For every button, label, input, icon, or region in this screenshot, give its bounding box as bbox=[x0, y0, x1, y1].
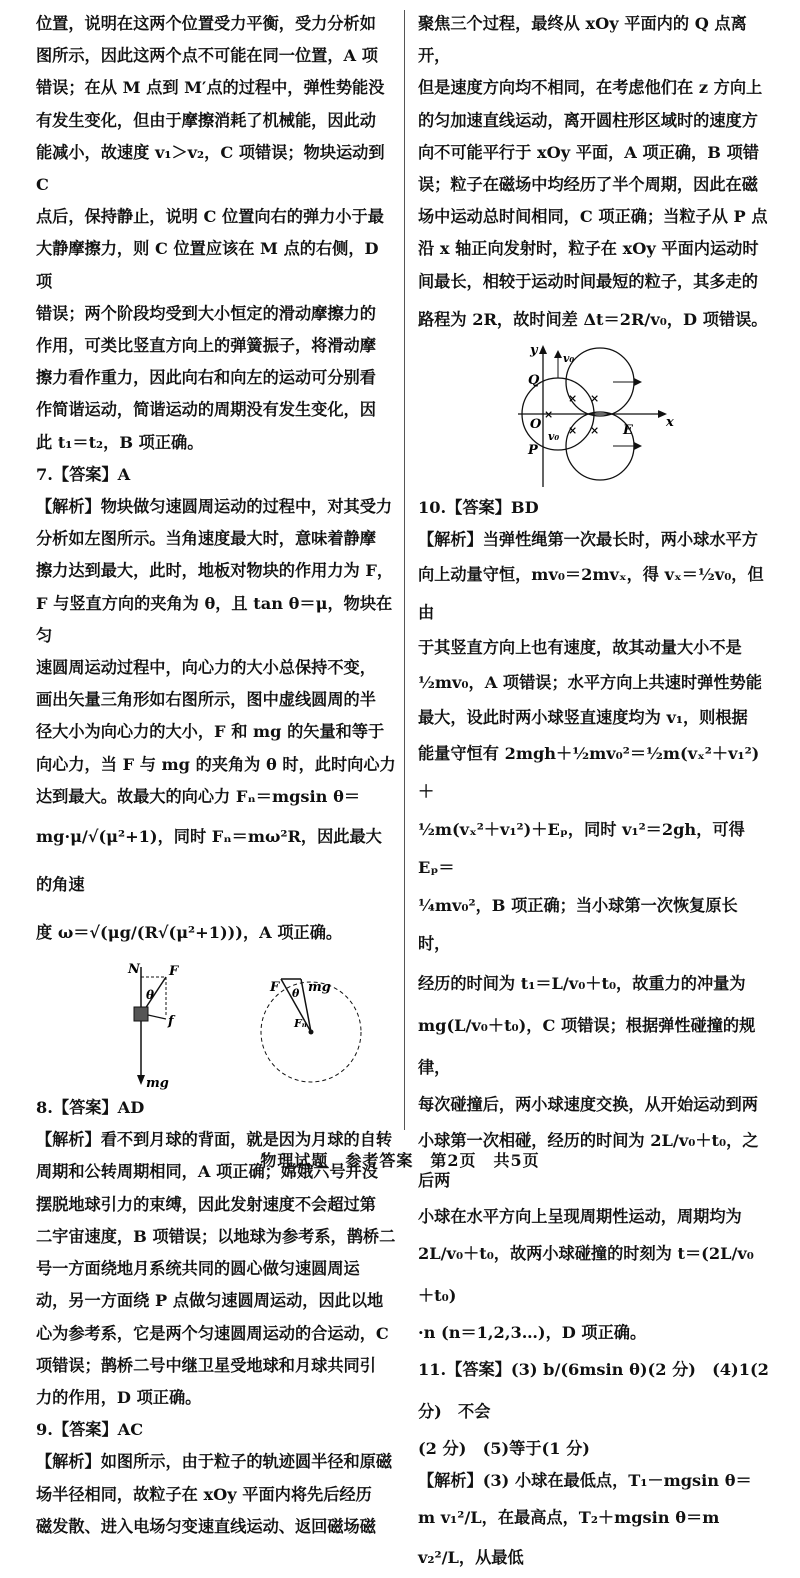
text-line: (2 分) (5)等于(1 分) bbox=[418, 1439, 590, 1459]
text-line: 【解析】(3) 小球在最低点，T₁－mgsin θ＝ bbox=[418, 1471, 752, 1491]
cross-mark: × bbox=[568, 391, 578, 405]
label-theta: θ bbox=[146, 988, 155, 1003]
q7-section bbox=[36, 459, 398, 1092]
text-line: 点后，保持静止，说明 C 位置向右的弹力小于最 bbox=[36, 207, 384, 227]
text-line: 【解析】物块做匀速圆周运动的过程中，对其受力 bbox=[36, 497, 393, 517]
page-footer: 物理试题 参考答案 第2页 共5页 bbox=[260, 1151, 540, 1170]
text-line: 此 t₁＝t₂，B 项正确。 bbox=[36, 432, 204, 452]
label-y: y bbox=[530, 342, 538, 358]
text-line: 有发生变化，但由于摩擦消耗了机械能，因此动 bbox=[36, 110, 376, 130]
column-divider bbox=[404, 10, 405, 1130]
text-line: 径大小为向心力的大小，F 和 mg 的矢量和等于 bbox=[36, 722, 385, 742]
right-column bbox=[418, 8, 775, 1578]
label-P: P bbox=[528, 442, 538, 458]
text-line: 场半径相同，故粒子在 xOy 平面内将先后经历 bbox=[36, 1484, 372, 1504]
q11-answer-heading: 11.【答案】(3) b/(6msin θ)(2 分) (4)1(2 分) 不会 bbox=[418, 1360, 775, 1422]
formula-line: 度 ω＝√(μg/(R√(μ²+1)))，A 项正确。 bbox=[36, 923, 343, 943]
text-line: 擦力看作重力，因此向右和向左的运动可分别看 bbox=[36, 368, 376, 388]
text-line: 摆脱地球引力的束缚，因此发射速度不会超过第 bbox=[36, 1194, 376, 1214]
text-line: 错误；在从 M 点到 M′点的过程中，弹性势能没 bbox=[36, 78, 385, 98]
q9-magnetic-field-diagram bbox=[418, 342, 770, 492]
text-line: F 与竖直方向的夹角为 θ，且 tan θ＝μ，物块在匀 bbox=[36, 593, 393, 645]
q7-force-diagrams bbox=[36, 957, 398, 1092]
text-line: 2L/v₀＋t₀，故两小球碰撞的时刻为 t＝(2L/v₀＋t₀) bbox=[418, 1244, 754, 1306]
label-Fn: Fₙ bbox=[294, 1017, 307, 1031]
label-E: E bbox=[623, 422, 633, 438]
q8-section bbox=[36, 1092, 398, 1414]
text-line: 向不可能平行于 xOy 平面，A 项正确，B 项错 bbox=[418, 142, 759, 162]
label-mg: mg bbox=[146, 1076, 169, 1092]
text-line: 每次碰撞后，两小球速度交换，从开始运动到两 bbox=[418, 1094, 758, 1114]
text-line: 的匀加速直线运动，离开圆柱形区域时的速度方 bbox=[418, 110, 758, 130]
text-line: 力的作用，D 项正确。 bbox=[36, 1387, 202, 1407]
text-line: 【解析】如图所示，由于粒子的轨迹圆半径和原磁 bbox=[36, 1452, 393, 1472]
text-line: 擦力达到最大，此时，地板对物块的作用力为 F， bbox=[36, 561, 394, 581]
text-line: 画出矢量三角形如右图所示，图中虚线圆周的半 bbox=[36, 690, 376, 710]
text-line: 能减小，故速度 v₁＞v₂，C 项错误；物块运动到 C bbox=[36, 142, 391, 195]
text-line: mg(L/v₀＋t₀)，C 项错误；根据弹性碰撞的规律， bbox=[418, 1015, 756, 1077]
text-line: 聚焦三个过程，最终从 xOy 平面内的 Q 点离开， bbox=[418, 14, 747, 66]
text-line: 【解析】当弹性绳第一次最长时，两小球水平方 bbox=[418, 530, 758, 550]
text-line: 位置，说明在这两个位置受力平衡，受力分析如 bbox=[36, 14, 376, 33]
q9-section bbox=[36, 1414, 398, 1543]
cross-mark: × bbox=[590, 391, 600, 405]
q9-answer-heading: 9.【答案】AC bbox=[36, 1420, 144, 1440]
q7-answer-heading: 7.【答案】A bbox=[36, 464, 131, 484]
text-line: 达到最大。故最大的向心力 Fₙ＝mgsin θ＝ bbox=[36, 786, 361, 806]
block bbox=[134, 1007, 148, 1021]
text-line: 误；粒子在磁场中均经历了半个周期，因此在磁 bbox=[418, 175, 758, 195]
text-line: 作用，可类比竖直方向上的弹簧振子，将滑动摩 bbox=[36, 336, 376, 356]
text-line: 间最长，相较于运动时间最短的粒子，其多走的 bbox=[418, 271, 758, 291]
formula-line: mg·μ/√(μ²+1)，同时 Fₙ＝mω²R，因此最大的角速 bbox=[36, 827, 382, 895]
label-Q: Q bbox=[528, 372, 540, 388]
text-line: 但是速度方向均不相同，在考虑他们在 z 方向上 bbox=[418, 78, 763, 98]
text-line: 周期和公转周期相同，A 项正确；嫦娥六号并没 bbox=[36, 1162, 378, 1182]
text-line: 心为参考系，它是两个匀速圆周运动的合运动，C bbox=[36, 1323, 389, 1343]
text-line: 项错误；鹊桥二号中继卫星受地球和月球共同引 bbox=[36, 1355, 376, 1375]
label-x: x bbox=[666, 414, 674, 430]
text-line: m v₁²/L，在最高点，T₂＋mgsin θ＝m v₂²/L，从最低 bbox=[418, 1507, 725, 1567]
cross-mark: × bbox=[568, 423, 578, 437]
q10-answer-heading: 10.【答案】BD bbox=[418, 497, 539, 517]
text-line: ¼mv₀²，B 项正确；当小球第一次恢复原长时， bbox=[418, 895, 738, 953]
text-line: 大静摩擦力，则 C 位置应该在 M 点的右侧，D 项 bbox=[36, 239, 385, 291]
label-N: N bbox=[128, 962, 140, 978]
cross-mark: × bbox=[544, 407, 554, 421]
text-line: 沿 x 轴正向发射时，粒子在 xOy 平面内运动时 bbox=[418, 239, 759, 259]
text-line: 能量守恒有 2mgh＋½mv₀²＝½m(vₓ²＋v₁²)＋ bbox=[418, 743, 760, 801]
text-line: ·n (n＝1,2,3…)，D 项正确。 bbox=[418, 1323, 647, 1343]
text-line: 作简谐运动，简谐运动的周期没有发生变化，因 bbox=[36, 400, 376, 420]
cross-mark: × bbox=[590, 423, 600, 437]
text-line: 磁发散、进入电场匀变速直线运动、返回磁场磁 bbox=[36, 1516, 376, 1536]
text-line: ½m(vₓ²＋v₁²)＋Eₚ，同时 v₁²＝2gh，可得 Eₚ＝ bbox=[418, 819, 751, 877]
text-line: 号一方面绕地月系统共同的圆心做匀速圆周运 bbox=[36, 1259, 360, 1279]
text-line: 二宇宙速度，B 项错误；以地球为参考系，鹊桥二 bbox=[36, 1226, 396, 1246]
text-line: 向心力，当 F 与 mg 的夹角为 θ 时，此时向心力 bbox=[36, 754, 396, 774]
text-line: 速圆周运动过程中，向心力的大小总保持不变， bbox=[36, 658, 376, 678]
text-line: 图所示，因此这两个点不可能在同一位置，A 项 bbox=[36, 46, 378, 66]
formula-line: 路程为 2R，故时间差 Δt＝2R/v₀，D 项错误。 bbox=[418, 309, 768, 329]
text-line: 小球在水平方向上呈现周期性运动，周期均为 bbox=[418, 1206, 742, 1226]
text-line: 错误；两个阶段均受到大小恒定的滑动摩擦力的 bbox=[36, 303, 376, 323]
text-line: 小球第一次相碰，经历的时间为 2L/v₀＋t₀，之后两 bbox=[418, 1130, 759, 1190]
q11-section bbox=[418, 1349, 775, 1577]
text-line: 【解析】看不到月球的背面，就是因为月球的自转 bbox=[36, 1130, 393, 1150]
label-F: F bbox=[169, 964, 179, 980]
q9-continuation bbox=[418, 8, 770, 492]
label-v0-upper: v₀ bbox=[563, 351, 575, 365]
label-v0-lower: v₀ bbox=[548, 429, 560, 443]
label-F2: F bbox=[270, 980, 280, 996]
label-O: O bbox=[530, 416, 542, 432]
text-line: 最大，设此时两小球竖直速度均为 v₁，则根据 bbox=[418, 708, 748, 728]
text-line: 分析如左图所示。当角速度最大时，意味着静摩 bbox=[36, 529, 376, 549]
text-line: 向上动量守恒，mv₀＝2mvₓ，得 vₓ＝½v₀，但由 bbox=[418, 565, 764, 623]
label-mg2: mg bbox=[308, 980, 331, 996]
text-line: 动，另一方面绕 P 点做匀速圆周运动，因此以地 bbox=[36, 1291, 384, 1311]
text-line: 经历的时间为 t₁＝L/v₀＋t₀，故重力的冲量为 bbox=[418, 973, 746, 993]
q8-answer-heading: 8.【答案】AD bbox=[36, 1098, 145, 1118]
q10-section bbox=[418, 492, 770, 1349]
label-f: f bbox=[168, 1014, 174, 1030]
text-line: ½mv₀，A 项错误；水平方向上共速时弹性势能 bbox=[418, 673, 762, 693]
text-line: 于其竖直方向上也有速度，故其动量大小不是 bbox=[418, 638, 742, 658]
q6-continuation bbox=[36, 8, 398, 459]
text-line: 场中运动总时间相同，C 项正确；当粒子从 P 点 bbox=[418, 207, 768, 227]
label-theta2: θ bbox=[292, 987, 300, 1001]
left-column bbox=[36, 8, 398, 1543]
